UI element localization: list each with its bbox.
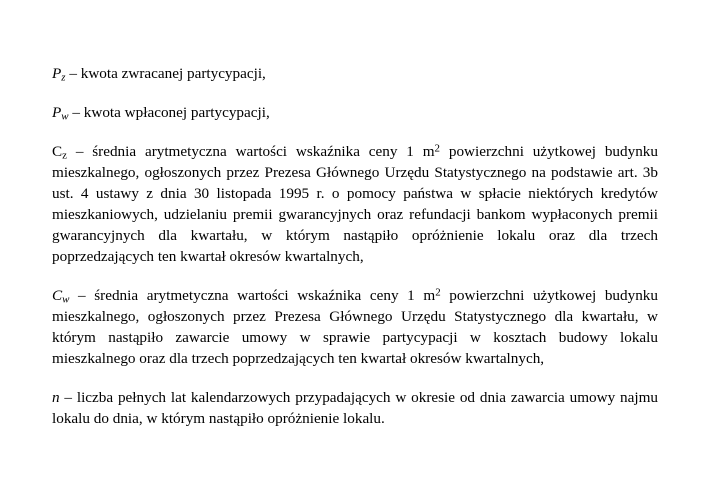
definition-text-start: – średnia arytmetyczna wartości wskaźnika ceny 1 m [67, 143, 435, 160]
symbol-subscript: w [62, 293, 70, 306]
symbol-subscript: z [61, 71, 66, 84]
definition-cw [52, 285, 658, 369]
definition-text-start: – średnia arytmetyczna wartości wskaźnika ceny 1 m [69, 287, 436, 304]
definition-text: – kwota wpłaconej partycypacji, [68, 104, 270, 121]
definition-text: – kwota zwracanej partycypacji, [65, 65, 266, 82]
symbol-letter: C [52, 143, 63, 160]
symbol-subscript: w [61, 110, 69, 123]
definitions-list [52, 63, 658, 447]
symbol-pw [52, 104, 69, 121]
definition-text: – liczba pełnych lat kalendarzowych przypadających w okresie od dnia zawarcia umowy najmu lokalu do dnia, w którym nastąpiło opróżnienie lokalu. [52, 389, 658, 427]
symbol-cw [52, 287, 69, 304]
definition-pw [52, 102, 658, 123]
symbol-cz [52, 143, 67, 160]
superscript: 2 [434, 142, 441, 155]
definition-cz [52, 141, 658, 267]
definition-text: powierzchni użytkowej budynku mieszkalnego, ogłoszonych przez Prezesa Głównego Urzędu Statystycznego na podstawie art. 3b ust. 4 ustawy z dnia 30 listopada 1995 r. o pomocy państwa w spłacie niektórych kredytów mieszkaniowych, udzielaniu premii gwarancyjnych oraz refundacji bankom wypłaconych premii gwarancyjnych dla kwartału, w którym nastąpiło opróżnienie lokalu oraz dla trzech poprzedzających ten kwartał okresów kwartalnych, [52, 143, 658, 265]
symbol-subscript: z [62, 149, 67, 162]
symbol-letter: P [52, 104, 62, 121]
definition-pz [52, 63, 658, 84]
definition-n [52, 387, 658, 429]
symbol-letter: C [52, 287, 63, 304]
definition-text: powierzchni użytkowej budynku mieszkalnego, ogłoszonych przez Prezesa Głównego Urzędu Statystycznego dla kwartału, w którym nastąpiło zawarcie umowy w sprawie partycypacji w kosztach budowy lokalu mieszkalnego oraz dla trzech poprzedzających ten kwartał okresów kwartalnych, [52, 287, 658, 367]
superscript: 2 [435, 286, 441, 299]
symbol-n: n [52, 389, 60, 406]
symbol-letter: P [52, 65, 62, 82]
symbol-pz [52, 65, 66, 82]
